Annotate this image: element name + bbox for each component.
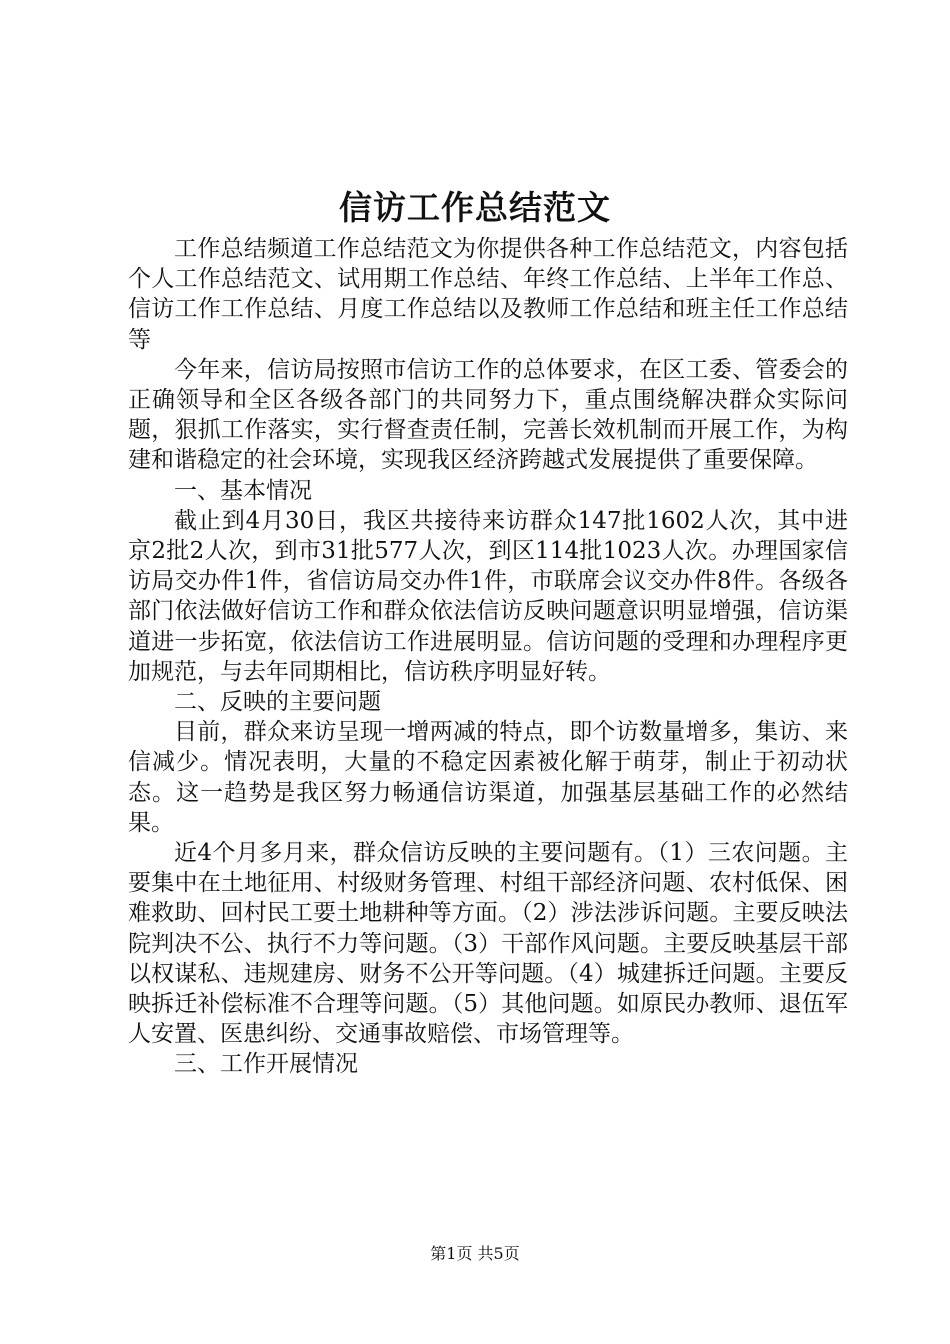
paragraph-overview: 今年来，信访局按照市信访工作的总体要求，在区工委、管委会的正确领导和全区各级各部门的共同努力下，重点围绕解决群众实际问题，狠抓工作落实，实行督查责任制，完善长效机制而开展工作，为构建和谐稳定的社会环境，实现我区经济跨越式发展提供了重要保障。	[128, 356, 848, 474]
paragraph-statistics: 截止到4月30日，我区共接待来访群众147批1602人次，其中进京2批2人次，到市31批577人次，到区114批1023人次。办理国家信访局交办件1件，省信访局交办件1件，市联席会议交办件8件。各级各部门依法做好信访工作和群众依法信访反映问题意识明显增强，信访渠道进一步拓宽，依法信访工作进展明显。信访问题的受理和办理程序更加规范，与去年同期相比，信访秩序明显好转。	[128, 507, 848, 685]
paragraph-trend: 目前，群众来访呈现一增两减的特点，即个访数量增多，集访、来信减少。情况表明，大量的不稳定因素被化解于萌芽，制止于初动状态。这一趋势是我区努力畅通信访渠道，加强基层基础工作的必然结果。	[128, 719, 848, 836]
document-title: 信访工作总结范文	[339, 188, 611, 227]
document-body	[128, 234, 848, 1080]
paragraph-issue-list: 近4个月多月来，群众信访反映的主要问题有。（1）三农问题。主要集中在土地征用、村级财务管理、村组干部经济问题、农村低保、困难救助、回村民工要土地耕种等方面。（2）涉法涉诉问题。主要反映法院判决不公、执行不力等问题。（3）干部作风问题。主要反映基层干部以权谋私、违规建房、财务不公开等问题。（4）城建拆迁问题。主要反映拆迁补偿标准不合理等问题。（5）其他问题。如原民办教师、退伍军人安置、医患纠纷、交通事故赔偿、市场管理等。	[128, 840, 848, 1048]
section-heading-main-issues: 二、反映的主要问题	[174, 689, 381, 716]
section-heading-basic-situation: 一、基本情况	[174, 477, 312, 504]
section-heading-work-progress: 三、工作开展情况	[174, 1051, 358, 1078]
paragraph-intro: 工作总结频道工作总结范文为你提供各种工作总结范文，内容包括个人工作总结范文、试用期工作总结、年终工作总结、上半年工作总、信访工作工作总结、月度工作总结以及教师工作总结和班主任工作总结等	[128, 236, 848, 353]
page-footer: 第1页 共5页	[430, 1244, 520, 1263]
